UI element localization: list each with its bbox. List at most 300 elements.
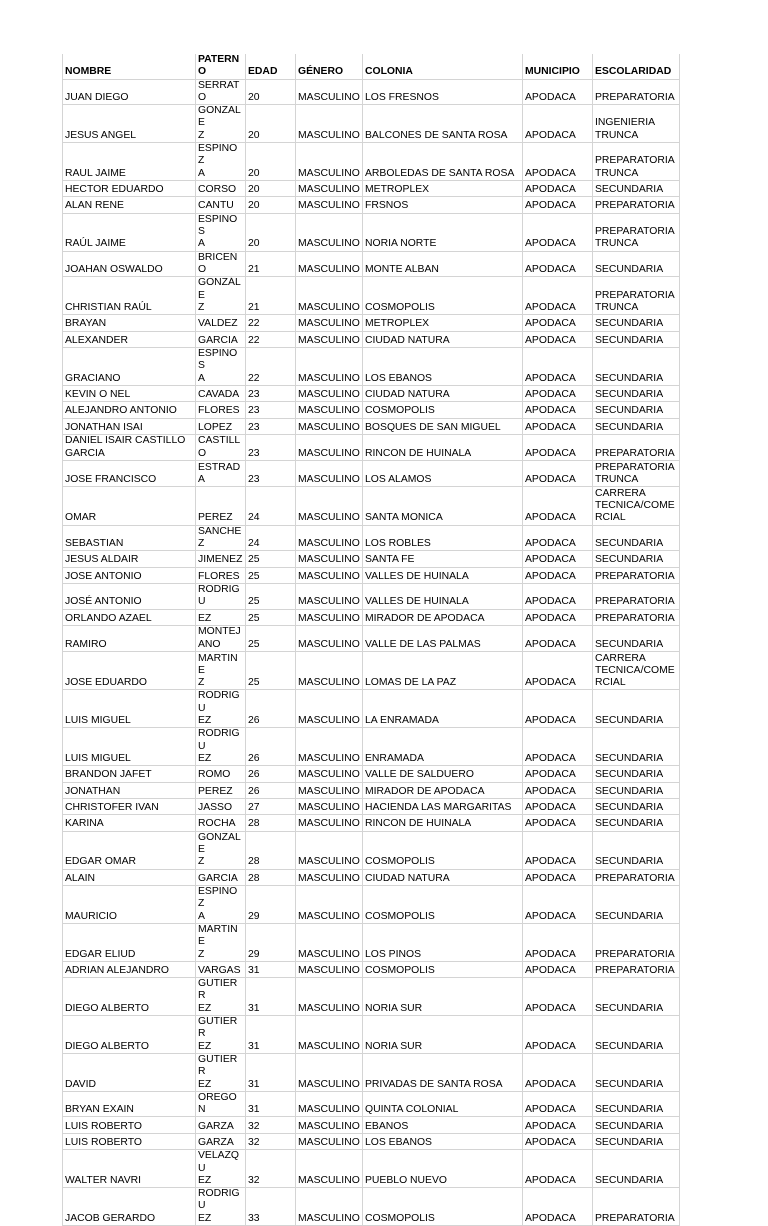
cell-nombre: DIEGO ALBERTO — [63, 1016, 196, 1054]
cell-genero: MASCULINO — [296, 923, 363, 961]
cell-nombre: ALAIN — [63, 869, 196, 885]
cell-edad: 28 — [246, 815, 296, 831]
cell-nombre: BRAYAN — [63, 315, 196, 331]
cell-escolaridad: PREPARATORIA TRUNCA — [593, 277, 680, 315]
table-row — [63, 652, 680, 690]
cell-edad: 28 — [246, 869, 296, 885]
cell-edad: 31 — [246, 1091, 296, 1117]
cell-edad: 21 — [246, 277, 296, 315]
cell-genero: MASCULINO — [296, 461, 363, 487]
cell-genero: MASCULINO — [296, 277, 363, 315]
cell-genero: MASCULINO — [296, 315, 363, 331]
cell-colonia: ENRAMADA — [363, 728, 523, 766]
table-row — [63, 402, 680, 418]
table-row — [63, 251, 680, 277]
cell-edad: 23 — [246, 385, 296, 401]
cell-colonia: SANTA FE — [363, 551, 523, 567]
table-row — [63, 815, 680, 831]
cell-genero: MASCULINO — [296, 385, 363, 401]
cell-edad: 26 — [246, 766, 296, 782]
cell-colonia: LOS PINOS — [363, 923, 523, 961]
cell-genero: MASCULINO — [296, 213, 363, 251]
table-row — [63, 551, 680, 567]
table-row — [63, 690, 680, 728]
table-row — [63, 728, 680, 766]
cell-paterno: ROMO — [196, 766, 246, 782]
table-row — [63, 1117, 680, 1133]
cell-edad: 27 — [246, 798, 296, 814]
cell-paterno: FLORES — [196, 402, 246, 418]
cell-paterno: EZ — [196, 609, 246, 625]
cell-nombre: DAVID — [63, 1053, 196, 1091]
cell-paterno: CANTU — [196, 197, 246, 213]
cell-municipio: APODACA — [523, 487, 593, 525]
cell-colonia: MIRADOR DE APODACA — [363, 609, 523, 625]
cell-nombre: MAURICIO — [63, 886, 196, 924]
cell-nombre: JOSE EDUARDO — [63, 652, 196, 690]
cell-genero: MASCULINO — [296, 551, 363, 567]
cell-municipio: APODACA — [523, 831, 593, 869]
cell-edad: 20 — [246, 197, 296, 213]
cell-municipio: APODACA — [523, 1053, 593, 1091]
cell-escolaridad: SECUNDARIA — [593, 831, 680, 869]
cell-paterno: GUTIERR EZ — [196, 978, 246, 1016]
table-row — [63, 978, 680, 1016]
table-row — [63, 143, 680, 181]
cell-nombre: ADRIAN ALEJANDRO — [63, 961, 196, 977]
table-row — [63, 277, 680, 315]
cell-escolaridad: SECUNDARIA — [593, 690, 680, 728]
header-edad: EDAD — [246, 54, 296, 79]
spreadsheet — [62, 54, 680, 1226]
cell-colonia: COSMOPOLIS — [363, 831, 523, 869]
cell-genero: MASCULINO — [296, 1133, 363, 1149]
cell-municipio: APODACA — [523, 567, 593, 583]
cell-municipio: APODACA — [523, 798, 593, 814]
table-row — [63, 798, 680, 814]
cell-genero: MASCULINO — [296, 583, 363, 609]
cell-colonia: COSMOPOLIS — [363, 277, 523, 315]
cell-edad: 26 — [246, 782, 296, 798]
cell-colonia: COSMOPOLIS — [363, 886, 523, 924]
cell-genero: MASCULINO — [296, 1091, 363, 1117]
cell-colonia: BOSQUES DE SAN MIGUEL — [363, 418, 523, 434]
cell-genero: MASCULINO — [296, 79, 363, 105]
cell-paterno: GONZALE Z — [196, 831, 246, 869]
cell-edad: 25 — [246, 625, 296, 651]
cell-nombre: RAMIRO — [63, 625, 196, 651]
cell-paterno: FLORES — [196, 567, 246, 583]
cell-paterno: VALDEZ — [196, 315, 246, 331]
cell-paterno: VELAZQU EZ — [196, 1150, 246, 1188]
cell-municipio: APODACA — [523, 461, 593, 487]
cell-escolaridad: PREPARATORIA — [593, 1188, 680, 1226]
cell-colonia: LOS FRESNOS — [363, 79, 523, 105]
cell-colonia: NORIA SUR — [363, 1016, 523, 1054]
cell-municipio: APODACA — [523, 434, 593, 460]
cell-edad: 33 — [246, 1188, 296, 1226]
cell-paterno: SERRATO — [196, 79, 246, 105]
table-row — [63, 1091, 680, 1117]
cell-escolaridad: PREPARATORIA TRUNCA — [593, 213, 680, 251]
cell-colonia: FRSNOS — [363, 197, 523, 213]
cell-nombre: DIEGO ALBERTO — [63, 978, 196, 1016]
table-row — [63, 197, 680, 213]
cell-genero: MASCULINO — [296, 978, 363, 1016]
table-row — [63, 1053, 680, 1091]
cell-escolaridad: SECUNDARIA — [593, 1117, 680, 1133]
table-row — [63, 1150, 680, 1188]
header-colonia: COLONIA — [363, 54, 523, 79]
cell-genero: MASCULINO — [296, 831, 363, 869]
cell-nombre: LUIS MIGUEL — [63, 690, 196, 728]
cell-municipio: APODACA — [523, 385, 593, 401]
cell-genero: MASCULINO — [296, 1150, 363, 1188]
cell-municipio: APODACA — [523, 143, 593, 181]
cell-paterno: GARZA — [196, 1133, 246, 1149]
table-row — [63, 1188, 680, 1226]
cell-genero: MASCULINO — [296, 886, 363, 924]
cell-paterno: RODRIGU EZ — [196, 690, 246, 728]
cell-nombre: HECTOR EDUARDO — [63, 180, 196, 196]
cell-municipio: APODACA — [523, 402, 593, 418]
cell-escolaridad: SECUNDARIA — [593, 1053, 680, 1091]
cell-paterno: ESPINOZ A — [196, 143, 246, 181]
cell-nombre: JOSE FRANCISCO — [63, 461, 196, 487]
cell-municipio: APODACA — [523, 690, 593, 728]
cell-municipio: APODACA — [523, 1091, 593, 1117]
cell-paterno: PEREZ — [196, 782, 246, 798]
cell-escolaridad: PREPARATORIA — [593, 583, 680, 609]
cell-escolaridad: SECUNDARIA — [593, 1016, 680, 1054]
cell-nombre: LUIS ROBERTO — [63, 1117, 196, 1133]
cell-nombre: BRYAN EXAIN — [63, 1091, 196, 1117]
cell-edad: 22 — [246, 331, 296, 347]
cell-municipio: APODACA — [523, 1188, 593, 1226]
cell-municipio: APODACA — [523, 978, 593, 1016]
cell-escolaridad: SECUNDARIA — [593, 525, 680, 551]
cell-edad: 25 — [246, 551, 296, 567]
cell-edad: 20 — [246, 143, 296, 181]
cell-escolaridad: SECUNDARIA — [593, 331, 680, 347]
cell-municipio: APODACA — [523, 1016, 593, 1054]
cell-colonia: MIRADOR DE APODACA — [363, 782, 523, 798]
cell-paterno: PEREZ — [196, 487, 246, 525]
cell-escolaridad: SECUNDARIA — [593, 1133, 680, 1149]
table-row — [63, 385, 680, 401]
cell-municipio: APODACA — [523, 418, 593, 434]
cell-escolaridad: PREPARATORIA — [593, 961, 680, 977]
cell-nombre: SEBASTIAN — [63, 525, 196, 551]
cell-colonia: EBANOS — [363, 1117, 523, 1133]
table-row — [63, 315, 680, 331]
cell-nombre: JESUS ALDAIR — [63, 551, 196, 567]
cell-nombre: ORLANDO AZAEL — [63, 609, 196, 625]
cell-edad: 22 — [246, 347, 296, 385]
cell-genero: MASCULINO — [296, 1016, 363, 1054]
cell-municipio: APODACA — [523, 766, 593, 782]
cell-paterno: GARZA — [196, 1117, 246, 1133]
cell-genero: MASCULINO — [296, 105, 363, 143]
cell-genero: MASCULINO — [296, 197, 363, 213]
cell-edad: 23 — [246, 402, 296, 418]
cell-genero: MASCULINO — [296, 1053, 363, 1091]
cell-colonia: PRIVADAS DE SANTA ROSA — [363, 1053, 523, 1091]
cell-paterno: OREGON — [196, 1091, 246, 1117]
cell-escolaridad: PREPARATORIA TRUNCA — [593, 143, 680, 181]
cell-escolaridad: SECUNDARIA — [593, 551, 680, 567]
cell-paterno: ROCHA — [196, 815, 246, 831]
cell-colonia: VALLES DE HUINALA — [363, 583, 523, 609]
cell-colonia: RINCON DE HUINALA — [363, 815, 523, 831]
cell-municipio: APODACA — [523, 652, 593, 690]
cell-municipio: APODACA — [523, 251, 593, 277]
table-row — [63, 213, 680, 251]
cell-edad: 32 — [246, 1133, 296, 1149]
cell-escolaridad: SECUNDARIA — [593, 625, 680, 651]
cell-escolaridad: PREPARATORIA — [593, 567, 680, 583]
cell-genero: MASCULINO — [296, 143, 363, 181]
cell-escolaridad: PREPARATORIA TRUNCA — [593, 461, 680, 487]
cell-genero: MASCULINO — [296, 690, 363, 728]
cell-escolaridad: SECUNDARIA — [593, 798, 680, 814]
cell-municipio: APODACA — [523, 277, 593, 315]
cell-municipio: APODACA — [523, 197, 593, 213]
cell-nombre: ALEJANDRO ANTONIO — [63, 402, 196, 418]
cell-genero: MASCULINO — [296, 652, 363, 690]
cell-paterno: JASSO — [196, 798, 246, 814]
table-row — [63, 347, 680, 385]
cell-genero: MASCULINO — [296, 815, 363, 831]
cell-colonia: PUEBLO NUEVO — [363, 1150, 523, 1188]
cell-genero: MASCULINO — [296, 1188, 363, 1226]
cell-colonia: ARBOLEDAS DE SANTA ROSA — [363, 143, 523, 181]
cell-genero: MASCULINO — [296, 1117, 363, 1133]
cell-colonia: VALLES DE HUINALA — [363, 567, 523, 583]
cell-edad: 20 — [246, 180, 296, 196]
table-row — [63, 434, 680, 460]
cell-colonia: COSMOPOLIS — [363, 1188, 523, 1226]
cell-colonia: CIUDAD NATURA — [363, 331, 523, 347]
cell-genero: MASCULINO — [296, 347, 363, 385]
cell-edad: 20 — [246, 79, 296, 105]
table-row — [63, 105, 680, 143]
cell-escolaridad: PREPARATORIA — [593, 197, 680, 213]
cell-escolaridad: SECUNDARIA — [593, 418, 680, 434]
cell-edad: 26 — [246, 690, 296, 728]
cell-nombre: ALAN RENE — [63, 197, 196, 213]
cell-paterno: ESTRADA — [196, 461, 246, 487]
cell-colonia: RINCON DE HUINALA — [363, 434, 523, 460]
header-paterno: PATERN O — [196, 54, 246, 79]
cell-municipio: APODACA — [523, 1117, 593, 1133]
cell-paterno: ESPINOS A — [196, 213, 246, 251]
header-municipio: MUNICIPIO — [523, 54, 593, 79]
cell-paterno: MONTEJ ANO — [196, 625, 246, 651]
cell-municipio: APODACA — [523, 79, 593, 105]
cell-escolaridad: SECUNDARIA — [593, 315, 680, 331]
cell-escolaridad: SECUNDARIA — [593, 815, 680, 831]
cell-paterno: ESPINOS A — [196, 347, 246, 385]
cell-edad: 20 — [246, 105, 296, 143]
cell-escolaridad: SECUNDARIA — [593, 347, 680, 385]
cell-municipio: APODACA — [523, 347, 593, 385]
cell-colonia: HACIENDA LAS MARGARITAS — [363, 798, 523, 814]
cell-escolaridad: PREPARATORIA — [593, 869, 680, 885]
cell-municipio: APODACA — [523, 1133, 593, 1149]
cell-genero: MASCULINO — [296, 869, 363, 885]
table-row — [63, 782, 680, 798]
cell-edad: 24 — [246, 525, 296, 551]
header-nombre: NOMBRE — [63, 54, 196, 79]
cell-nombre: DANIEL ISAIR CASTILLO GARCIA — [63, 434, 196, 460]
cell-paterno: RODRIGU EZ — [196, 728, 246, 766]
cell-municipio: APODACA — [523, 886, 593, 924]
table-row — [63, 180, 680, 196]
cell-genero: MASCULINO — [296, 331, 363, 347]
cell-paterno: GUTIERR EZ — [196, 1016, 246, 1054]
cell-paterno: CASTILLO — [196, 434, 246, 460]
cell-colonia: LOMAS DE LA PAZ — [363, 652, 523, 690]
cell-municipio: APODACA — [523, 551, 593, 567]
cell-escolaridad: PREPARATORIA — [593, 79, 680, 105]
cell-genero: MASCULINO — [296, 251, 363, 277]
table-row — [63, 583, 680, 609]
cell-nombre: JONATHAN ISAI — [63, 418, 196, 434]
cell-colonia: CIUDAD NATURA — [363, 869, 523, 885]
cell-colonia: METROPLEX — [363, 315, 523, 331]
cell-edad: 22 — [246, 315, 296, 331]
cell-paterno: GONZÁLE Z — [196, 277, 246, 315]
cell-colonia: LOS EBANOS — [363, 1133, 523, 1149]
cell-municipio: APODACA — [523, 1150, 593, 1188]
cell-municipio: APODACA — [523, 782, 593, 798]
data-table — [62, 54, 680, 1226]
table-row — [63, 831, 680, 869]
cell-nombre: RAÚL JAIME — [63, 213, 196, 251]
cell-colonia: METROPLEX — [363, 180, 523, 196]
cell-nombre: CHRISTIAN RAÚL — [63, 277, 196, 315]
cell-edad: 31 — [246, 978, 296, 1016]
cell-municipio: APODACA — [523, 815, 593, 831]
cell-paterno: GARCIA — [196, 869, 246, 885]
cell-genero: MASCULINO — [296, 609, 363, 625]
cell-nombre: BRANDON JAFET — [63, 766, 196, 782]
cell-genero: MASCULINO — [296, 180, 363, 196]
cell-genero: MASCULINO — [296, 728, 363, 766]
cell-nombre: RAUL JAIME — [63, 143, 196, 181]
cell-colonia: VALLE DE LAS PALMAS — [363, 625, 523, 651]
table-row — [63, 609, 680, 625]
cell-colonia: MONTE ALBAN — [363, 251, 523, 277]
cell-nombre: CHRISTOFER IVAN — [63, 798, 196, 814]
table-row — [63, 869, 680, 885]
cell-edad: 25 — [246, 583, 296, 609]
header-escolaridad: ESCOLARIDAD — [593, 54, 680, 79]
cell-escolaridad: SECUNDARIA — [593, 766, 680, 782]
cell-paterno: SANCHEZ — [196, 525, 246, 551]
cell-municipio: APODACA — [523, 961, 593, 977]
cell-nombre: LUIS MIGUEL — [63, 728, 196, 766]
table-row — [63, 331, 680, 347]
cell-colonia: VALLE DE SALDUERO — [363, 766, 523, 782]
table-row — [63, 886, 680, 924]
table-row — [63, 923, 680, 961]
cell-nombre: GRACIANO — [63, 347, 196, 385]
cell-paterno: VARGAS — [196, 961, 246, 977]
cell-colonia: COSMOPOLIS — [363, 402, 523, 418]
cell-edad: 23 — [246, 461, 296, 487]
table-row — [63, 525, 680, 551]
table-row — [63, 418, 680, 434]
cell-nombre: EDGAR ELIUD — [63, 923, 196, 961]
cell-edad: 31 — [246, 961, 296, 977]
cell-escolaridad: INGENIERIA TRUNCA — [593, 105, 680, 143]
cell-colonia: COSMOPOLIS — [363, 961, 523, 977]
cell-edad: 25 — [246, 609, 296, 625]
cell-nombre: JOSÉ ANTONIO — [63, 583, 196, 609]
cell-nombre: ALEXANDER — [63, 331, 196, 347]
cell-municipio: APODACA — [523, 923, 593, 961]
cell-edad: 29 — [246, 923, 296, 961]
cell-escolaridad: SECUNDARIA — [593, 1091, 680, 1117]
cell-municipio: APODACA — [523, 728, 593, 766]
cell-escolaridad: CARRERA TECNICA/COME RCIAL — [593, 487, 680, 525]
cell-genero: MASCULINO — [296, 567, 363, 583]
table-row — [63, 766, 680, 782]
cell-colonia: NORIA NORTE — [363, 213, 523, 251]
cell-paterno: JIMENEZ — [196, 551, 246, 567]
cell-paterno: CAVADA — [196, 385, 246, 401]
cell-paterno: MARTINE Z — [196, 923, 246, 961]
header-row — [63, 54, 680, 79]
cell-edad: 29 — [246, 886, 296, 924]
cell-municipio: APODACA — [523, 105, 593, 143]
cell-escolaridad: SECUNDARIA — [593, 251, 680, 277]
cell-nombre: JOSE ANTONIO — [63, 567, 196, 583]
cell-edad: 25 — [246, 567, 296, 583]
cell-nombre: KARINA — [63, 815, 196, 831]
cell-colonia: LOS ROBLES — [363, 525, 523, 551]
cell-escolaridad: PREPARATORIA — [593, 923, 680, 961]
cell-nombre: WALTER NAVRI — [63, 1150, 196, 1188]
cell-colonia: LOS ALAMOS — [363, 461, 523, 487]
cell-escolaridad: SECUNDARIA — [593, 782, 680, 798]
cell-nombre: JOAHAN OSWALDO — [63, 251, 196, 277]
cell-paterno: LOPEZ — [196, 418, 246, 434]
cell-escolaridad: PREPARATORIA — [593, 609, 680, 625]
cell-edad: 23 — [246, 418, 296, 434]
cell-nombre: KEVIN O NEL — [63, 385, 196, 401]
cell-paterno: RODRIGU EZ — [196, 1188, 246, 1226]
cell-edad: 32 — [246, 1117, 296, 1133]
cell-edad: 31 — [246, 1016, 296, 1054]
cell-paterno: BRICEÑO — [196, 251, 246, 277]
cell-edad: 26 — [246, 728, 296, 766]
cell-escolaridad: PREPARATORIA — [593, 434, 680, 460]
cell-nombre: JACOB GERARDO — [63, 1188, 196, 1226]
cell-paterno: ESPINOZ A — [196, 886, 246, 924]
cell-escolaridad: SECUNDARIA — [593, 728, 680, 766]
cell-genero: MASCULINO — [296, 487, 363, 525]
cell-paterno: GUTIERR EZ — [196, 1053, 246, 1091]
table-row — [63, 1133, 680, 1149]
cell-colonia: BALCONES DE SANTA ROSA — [363, 105, 523, 143]
cell-escolaridad: SECUNDARIA — [593, 385, 680, 401]
cell-nombre: EDGAR OMAR — [63, 831, 196, 869]
cell-paterno: MARTINE Z — [196, 652, 246, 690]
cell-colonia: SANTA MONICA — [363, 487, 523, 525]
